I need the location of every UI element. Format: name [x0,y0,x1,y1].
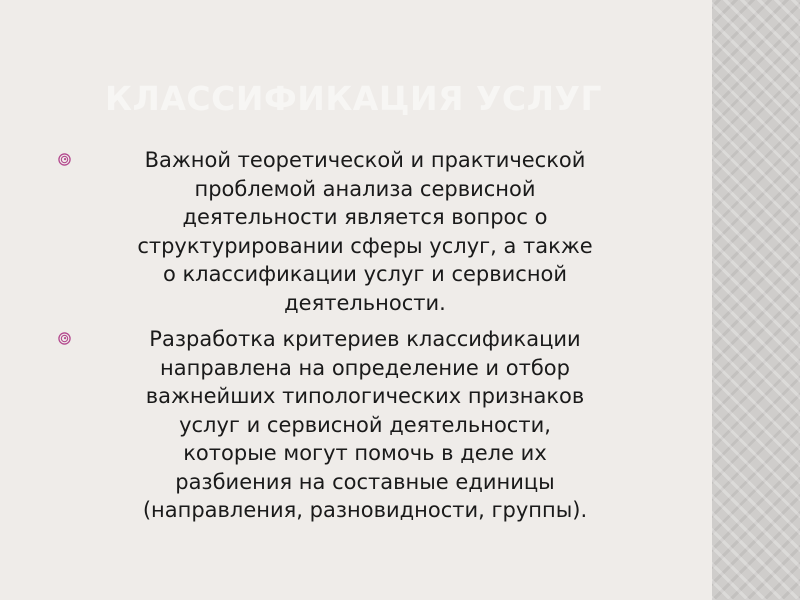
bullet-text [55,325,675,525]
spiral-bullet-icon [58,332,71,345]
bullet-line: Разработка критериев классификации [149,327,581,351]
slide-title: КЛАССИФИКАЦИЯ УСЛУГ [105,79,603,118]
bullet-line: направлена на определение и отбор [160,355,570,380]
bullet-item [55,146,675,317]
bullet-line: деятельности. [284,290,446,315]
bullet-line: Важной теоретической и практической [144,148,586,172]
bullet-text [55,146,675,317]
bullet-line: разбиения на составные единицы [175,469,555,494]
bullet-line: проблемой анализа сервисной [194,176,536,201]
bullet-item [55,325,675,525]
bullet-line: структурировании сферы услуг, а также [137,233,593,258]
bullet-line: важнейших типологических признаков [145,384,585,408]
bullet-line: которые могут помочь в деле их [183,441,547,465]
bullet-line: (направления, разновидности, группы). [142,498,588,522]
spiral-bullet-icon [58,153,71,166]
bullet-line: услуг и сервисной деятельности, [179,412,551,437]
bullet-line: деятельности является вопрос о [182,205,548,229]
bullet-line: о классификации услуг и сервисной [162,262,568,286]
slide-content [55,146,675,525]
decorative-side-band [712,0,800,600]
